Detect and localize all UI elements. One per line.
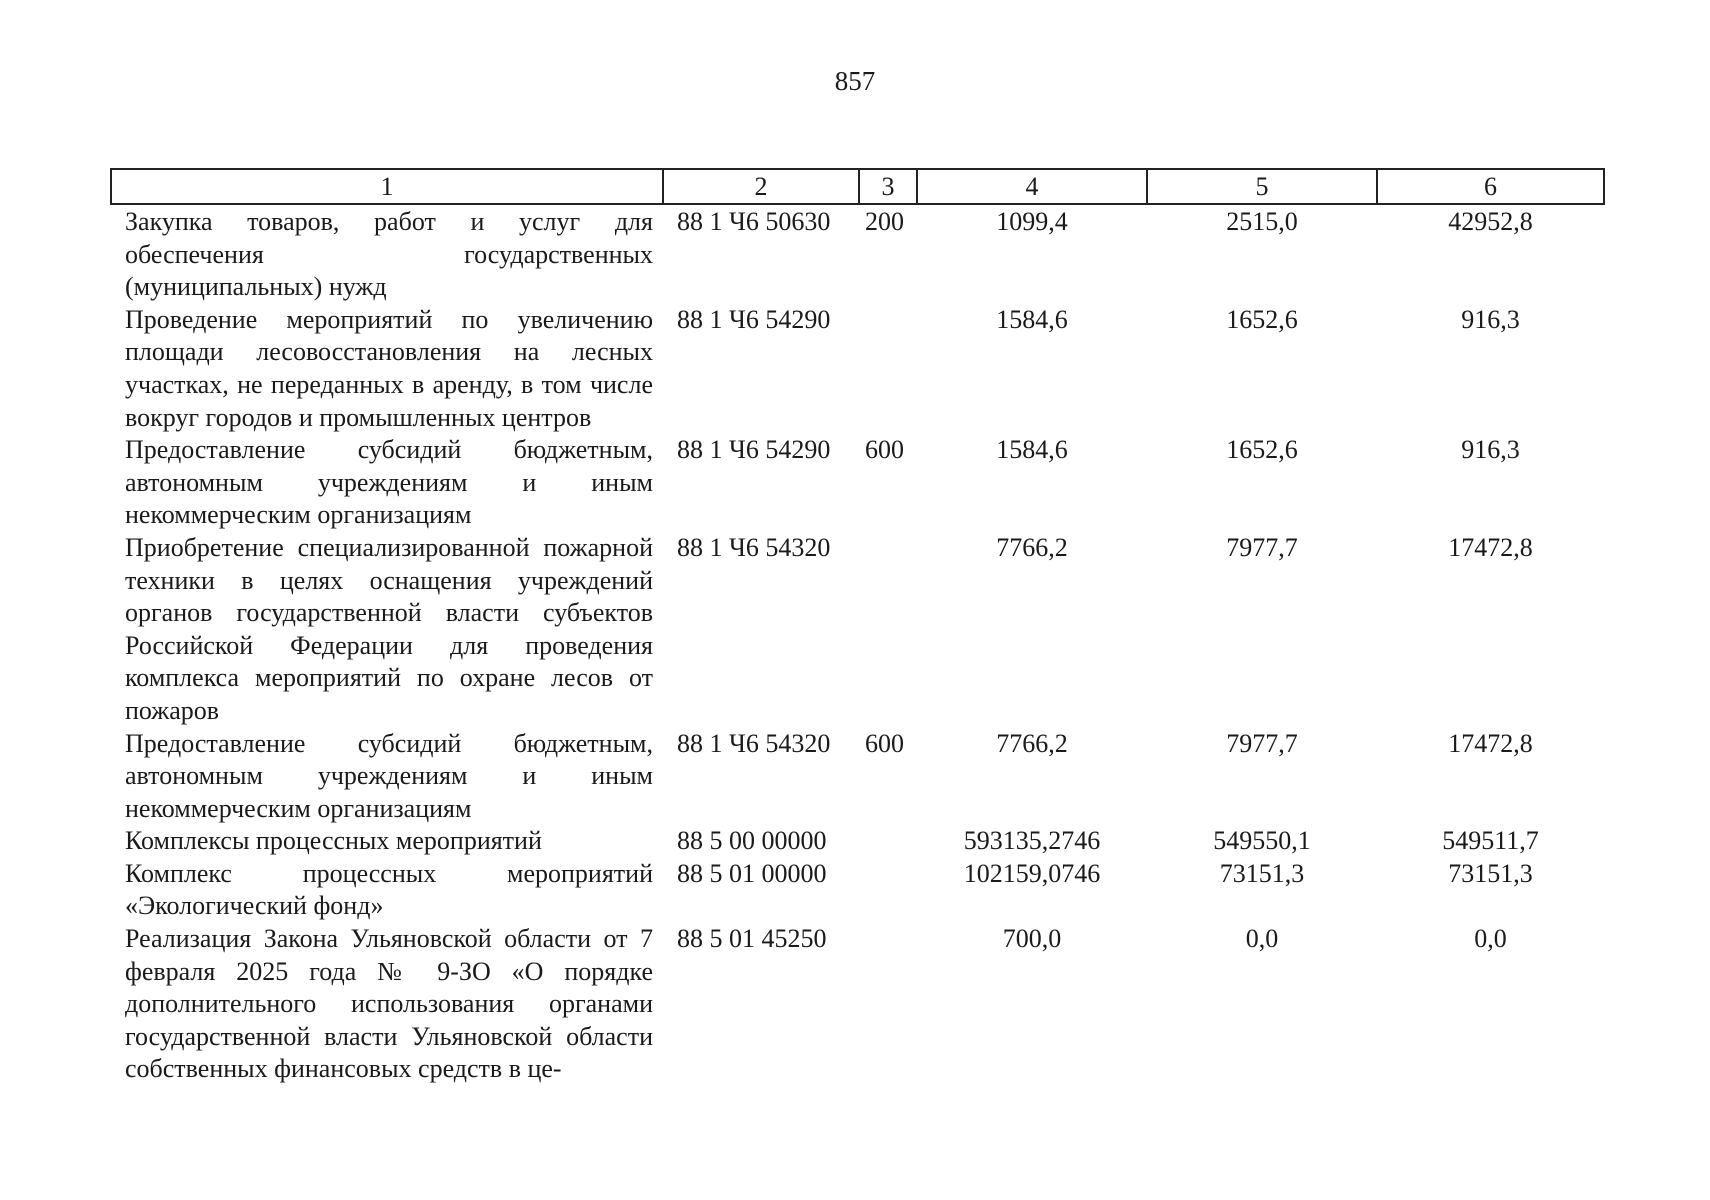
row-value-6-cell: 0,0 [1474,924,1507,954]
row-type-cell [859,532,917,728]
row-name-cell: Комплекс процессных мероприятий «Экологический фонд» [125,858,653,921]
row-value-5-cell: 7977,7 [1226,532,1298,562]
row-code-cell: 88 1 Ч6 54320 [677,532,831,562]
row-code-cell: 88 1 Ч6 54290 [677,435,831,465]
row-name-cell: Предоставление субсидий бюджетным, автономным учреждениям и иным некоммерческим организациям [125,728,653,823]
row-code-cell: 88 1 Ч6 54290 [677,304,831,334]
row-value-5-cell: 1652,6 [1226,435,1298,465]
row-value-6-cell: 73151,3 [1448,858,1533,888]
row-value-6-cell: 42952,8 [1448,207,1533,236]
column-header-3: 3 [859,169,917,204]
column-header-6: 6 [1377,169,1604,204]
row-code-cell: 88 5 00 00000 [677,826,827,856]
row-type-cell: 200 [865,207,904,236]
row-value-6-cell: 17472,8 [1448,728,1533,758]
row-value-4-cell: 1099,4 [996,207,1068,236]
row-value-5-cell: 73151,3 [1219,858,1305,888]
row-value-4-cell: 593135,2746 [963,826,1101,856]
column-header-1: 1 [111,169,663,204]
row-name-cell: Проведение мероприятий по увеличению площади лесовосстановления на лесных участках, не переданных в аренду, в том числе вокруг городов и промышленных центров [125,304,653,432]
row-type-cell: 600 [865,435,904,465]
column-header-2: 2 [663,169,859,204]
table-row [111,858,1604,923]
row-code-cell: 88 5 01 45250 [677,924,827,954]
table-row [111,304,1604,434]
row-value-6-cell: 17472,8 [1448,532,1533,562]
row-type-cell [859,858,917,923]
row-name-cell: Реализация Закона Ульяновской области от 7 февраля 2025 года № 9-ЗО «О порядке дополнительного использования органами государственной власти Ульяновской области собственных финансовых средств в це- [125,924,653,1084]
row-value-4-cell: 700,0 [1002,924,1062,954]
row-value-6-cell: 916,3 [1461,304,1520,334]
row-value-4-cell: 1584,6 [996,304,1068,334]
row-value-6-cell: 916,3 [1461,435,1520,465]
row-value-5-cell: 549550,1 [1213,826,1311,856]
row-type-cell [859,825,917,858]
row-name-cell: Предоставление субсидий бюджетным, автономным учреждениям и иным некоммерческим организациям [125,435,653,530]
table-row [111,923,1604,1086]
column-header-5: 5 [1147,169,1377,204]
table-row [111,532,1604,728]
table-row [111,825,1604,858]
budget-table [110,168,1605,1086]
page-number: 857 [834,66,876,96]
column-header-4: 4 [917,169,1147,204]
row-name-cell: Закупка товаров, работ и услуг для обеспечения государственных (муниципальных) нужд [125,207,653,302]
row-code-cell: 88 1 Ч6 54320 [677,728,831,758]
row-name-cell: Приобретение специализированной пожарной техники в целях оснащения учреждений органов государственной власти субъектов Российской Федерации для проведения комплекса мероприятий по охране лесов от пожаров [125,532,653,725]
row-value-5-cell: 0,0 [1245,924,1279,954]
table-row [111,728,1604,826]
table-row [111,204,1604,304]
row-type-cell [859,923,917,1086]
row-type-cell: 600 [865,728,904,758]
row-value-5-cell: 1652,6 [1226,304,1298,334]
row-code-cell: 88 5 01 00000 [677,858,827,888]
row-value-4-cell: 7766,2 [996,532,1068,562]
row-value-4-cell: 102159,0746 [963,858,1101,888]
row-value-6-cell: 549511,7 [1442,826,1539,856]
row-value-5-cell: 2515,0 [1226,207,1298,236]
row-name-cell: Комплексы процессных мероприятий [125,826,542,856]
row-value-5-cell: 7977,7 [1226,728,1298,758]
row-value-4-cell: 1584,6 [996,435,1068,465]
row-type-cell [859,304,917,434]
table-body [111,204,1604,1086]
table-header [111,169,1604,204]
row-value-4-cell: 7766,2 [996,728,1068,758]
row-code-cell: 88 1 Ч6 50630 [677,207,831,236]
header-row [111,169,1604,204]
table-row [111,434,1604,532]
